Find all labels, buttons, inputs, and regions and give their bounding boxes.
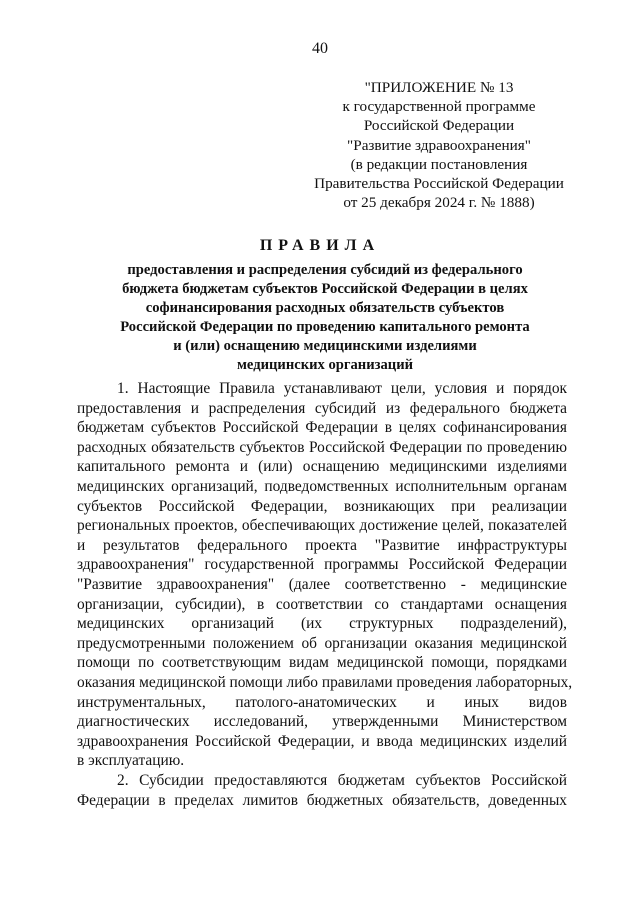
paragraph-line: бюджетам субъектов Российской Федерации в целях софинансирования (77, 419, 567, 437)
subtitle-line: и (или) оснащению медицинскими изделиями (173, 338, 477, 354)
paragraph-line: региональных проектов, обеспечивающих достижение целей, показателей (77, 517, 567, 535)
appendix-line: "Развитие здравоохранения" (347, 136, 531, 154)
paragraph-line: диагностических исследований, утвержденными Министерством (77, 713, 567, 731)
paragraph-line: здравоохранения Российской Федерации, и ввода медицинских изделий (77, 732, 567, 750)
paragraph-line: здравоохранения" государственной программы Российской Федерации (77, 556, 567, 574)
paragraph-line: капитального ремонта и (или) оснащению медицинскими изделиями (77, 458, 567, 476)
appendix-line: Правительства Российской Федерации (314, 175, 564, 193)
document-title: ПРАВИЛА (259, 237, 381, 254)
subtitle-line: Российской Федерации по проведению капитального ремонта (120, 319, 530, 335)
paragraph-line: помощи по соответствующим видам медицинской помощи, порядками (77, 654, 567, 672)
subtitle-line: медицинских организаций (236, 357, 414, 373)
appendix-line: к государственной программе (342, 98, 536, 116)
paragraph-line: инструментальных, патолого-анатомических и иных видов (77, 693, 567, 711)
paragraph-line: субъектов Российской Федерации, возникающих при реализации (77, 497, 567, 515)
subtitle-line: бюджета бюджетам субъектов Российской Федерации в целях (122, 281, 528, 297)
paragraph-line: и результатов федерального проекта "Развитие инфраструктуры (77, 536, 567, 554)
paragraph-1 (77, 379, 573, 771)
document-subtitle (80, 261, 570, 375)
appendix-line: "ПРИЛОЖЕНИЕ № 13 (364, 79, 514, 96)
page-number: 40 (312, 40, 328, 57)
paragraph-line: в эксплуатацию. (77, 752, 185, 770)
paragraph-line: медицинских организаций (их структурных подразделений), (77, 615, 567, 633)
subtitle-line: предоставления и распределения субсидий из федерального (127, 262, 523, 278)
paragraph-2 (77, 771, 567, 810)
paragraph-line: предусмотренными положением об организации оказания медицинской (77, 634, 567, 652)
paragraph-line: предоставления и распределения субсидий из федерального бюджета (77, 399, 567, 417)
appendix-line: Российской Федерации (363, 117, 515, 135)
appendix-header (300, 78, 578, 212)
paragraph-line: организации, субсидии), в соответствии со стандартами оснащения (77, 595, 567, 613)
paragraph-line: оказания медицинской помощи либо правилами проведения лабораторных, (77, 673, 573, 691)
paragraph-line: расходных обязательств субъектов Российской Федерации по проведению (77, 438, 567, 456)
paragraph-line: 2. Субсидии предоставляются бюджетам субъектов Российской (117, 772, 567, 789)
appendix-line: от 25 декабря 2024 г. № 1888) (343, 194, 535, 212)
paragraph-line: Федерации в пределах лимитов бюджетных обязательств, доведенных (77, 791, 567, 809)
paragraph-line: медицинских организаций, подведомственных исполнительным органам (77, 477, 567, 495)
subtitle-line: софинансирования расходных обязательств субъектов (145, 300, 505, 316)
paragraph-line: "Развитие здравоохранения" (далее соответственно - медицинские (77, 575, 567, 593)
appendix-line: (в редакции постановления (350, 155, 528, 173)
paragraph-line: 1. Настоящие Правила устанавливают цели, условия и порядок (117, 380, 567, 397)
